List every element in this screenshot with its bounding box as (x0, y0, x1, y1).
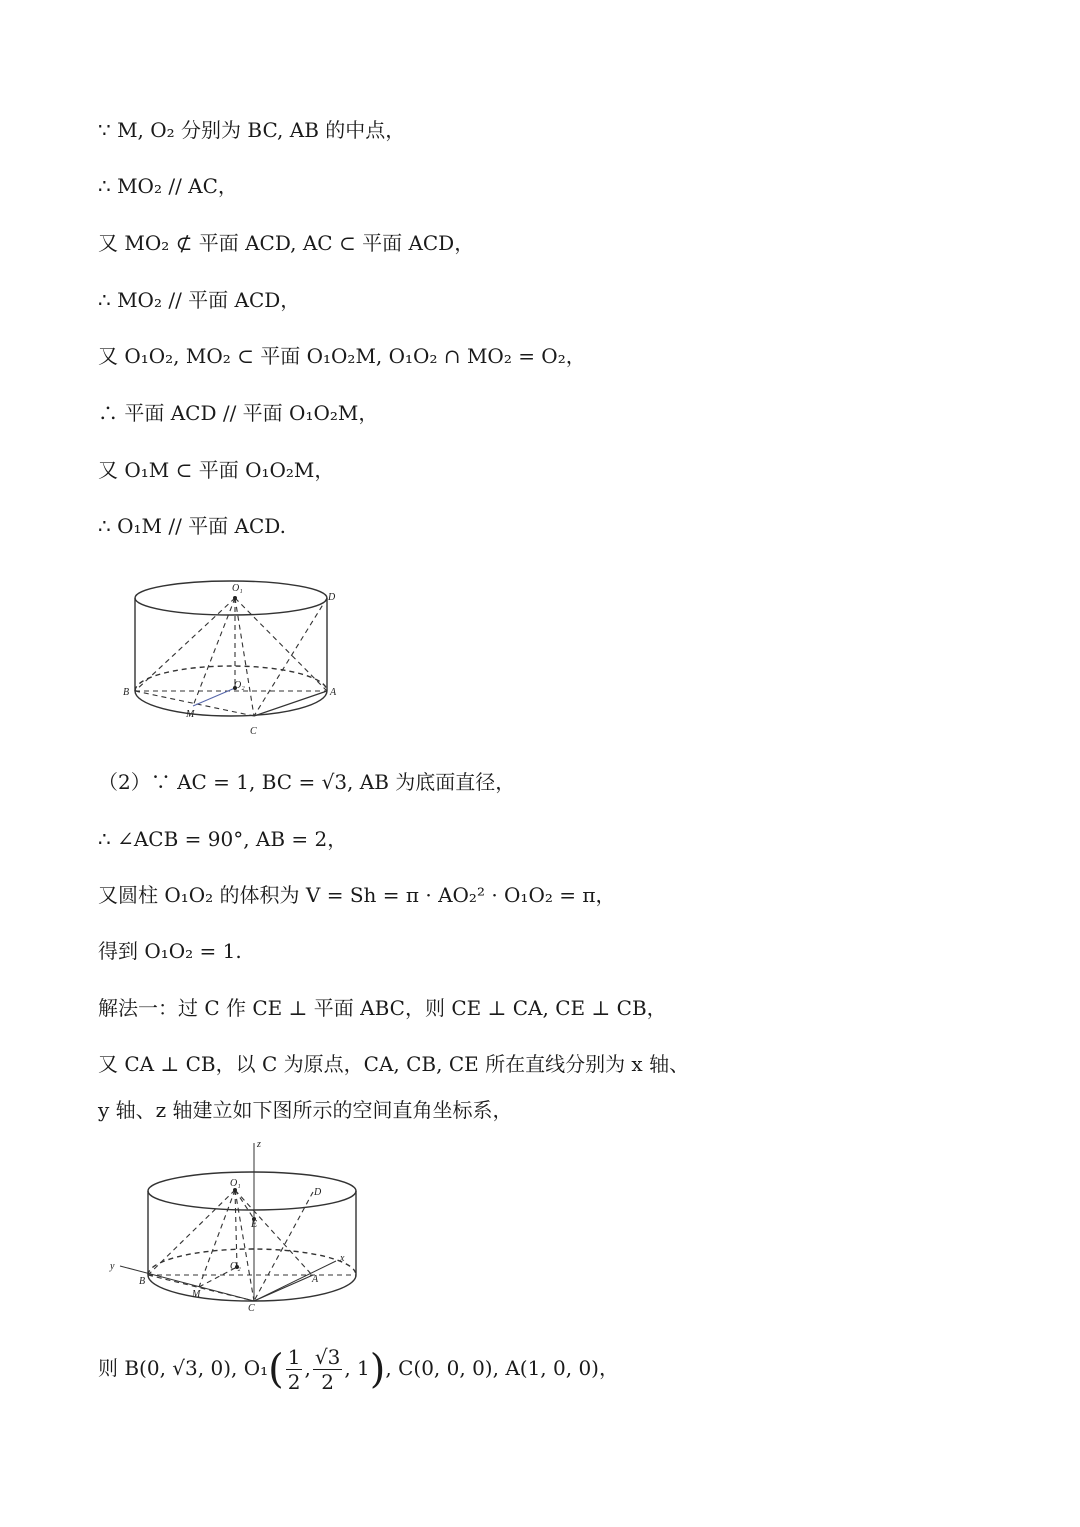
label-B: B (123, 687, 130, 698)
text-line-9: （2）∵ AC = 1, BC = √3, AB 为底面直径， (98, 770, 516, 794)
fraction-one-half: $\frac{1}{2}$ (287, 1345, 301, 1394)
text-line-4: ∴ MO₂ // 平面 ACD， (98, 288, 301, 312)
coords-tail-a: , 1 (344, 1356, 370, 1380)
text-line-1: ∵ M, O₂ 分别为 BC, AB 的中点， (98, 118, 406, 142)
bottom-back-arc (135, 666, 327, 691)
bottom-back-arc (148, 1249, 356, 1275)
text-line-12: 得到 O₁O₂ = 1. (98, 939, 242, 963)
text-line-3: 又 MO₂ ⊄ 平面 ACD, AC ⊂ 平面 ACD， (98, 231, 475, 255)
label-x: x (340, 1253, 345, 1264)
label-O1: O₁ (230, 1178, 241, 1189)
top-ellipse (135, 581, 327, 615)
label-A: A (330, 687, 337, 698)
bottom-front-arc (135, 691, 327, 716)
text-line-5: 又 O₁O₂, MO₂ ⊂ 平面 O₁O₂M, O₁O₂ ∩ MO₂ = O₂， (98, 344, 586, 368)
text-line-10: ∴ ∠ACB = 90°, AB = 2， (98, 827, 348, 851)
top-ellipse (148, 1172, 356, 1210)
label-D: D (328, 592, 336, 603)
text-line-13: 解法一：过 C 作 CE ⊥ 平面 ABC，则 CE ⊥ CA, CE ⊥ CB， (98, 996, 667, 1020)
label-A: A (312, 1274, 319, 1285)
text-line-6: ∴ 平面 ACD // 平面 O₁O₂M， (98, 401, 379, 425)
label-M: M (186, 709, 195, 720)
cylinder-figure-2 (104, 1135, 364, 1315)
label-C: C (248, 1303, 255, 1314)
label-D: D (314, 1187, 322, 1198)
text-line-7: 又 O₁M ⊂ 平面 O₁O₂M， (98, 458, 335, 482)
text-line-2: ∴ MO₂ // AC， (98, 174, 238, 198)
label-O1: O₁ (232, 583, 243, 594)
label-O2: O₂ (234, 680, 245, 691)
label-y: y (110, 1261, 115, 1272)
text-line-15: y 轴、z 轴建立如下图所示的空间直角坐标系， (98, 1098, 513, 1122)
fraction-root3-half: $\frac{√3}{2}$ (314, 1345, 341, 1394)
coords-suffix: , C(0, 0, 0), A(1, 0, 0)， (385, 1356, 619, 1380)
label-E: E (251, 1219, 258, 1230)
text-line-14: 又 CA ⊥ CB，以 C 为原点，CA, CB, CE 所在直线分别为 x 轴、 (98, 1052, 690, 1076)
label-C: C (250, 726, 257, 737)
cylinder-figure-1 (118, 578, 348, 743)
label-O2: O₂ (230, 1261, 241, 1272)
label-z: z (257, 1139, 261, 1150)
label-M: M (192, 1289, 201, 1300)
text-line-16: 则 B(0, √3, 0), O₁( $\frac{1}{2}$ , $\frac{√3}{2}$ , 1), C(0, 0, 0), A(1, 0, 0)， (98, 1345, 619, 1394)
coords-prefix: 则 B(0, √3, 0), O₁ (98, 1356, 269, 1380)
label-B: B (139, 1276, 146, 1287)
text-line-11: 又圆柱 O₁O₂ 的体积为 V = Sh = π · AO₂² · O₁O₂ = π， (98, 883, 616, 907)
text-line-8: ∴ O₁M // 平面 ACD. (98, 514, 286, 538)
